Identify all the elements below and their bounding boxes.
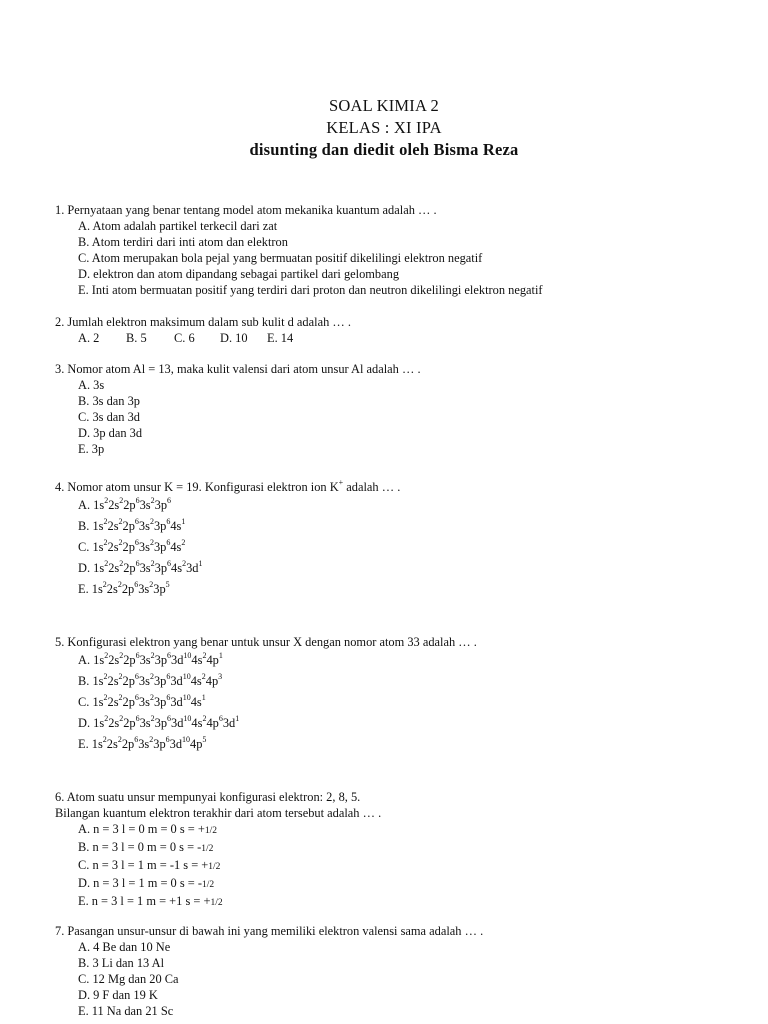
electron-count: 2 bbox=[149, 517, 154, 526]
option-text: D. n = 3 l = 1 m = 0 s = - bbox=[78, 876, 202, 890]
orbital: 2s bbox=[107, 519, 119, 533]
option-text: B. n = 3 l = 0 m = 0 s = - bbox=[78, 840, 202, 854]
option-text: E. n = 3 l = 1 m = +1 s = + bbox=[78, 894, 211, 908]
electron-count: 2 bbox=[103, 538, 108, 547]
option-e: E. Inti atom bermuatan positif yang terdiri dari proton dan neutron dikelilingi elektron negatif bbox=[78, 283, 543, 297]
orbital: 1s bbox=[93, 653, 105, 667]
electron-count: 6 bbox=[134, 580, 139, 589]
option-c: C. 12 Mg dan 20 Ca bbox=[78, 972, 179, 986]
config-options bbox=[55, 650, 477, 755]
spin-value: 1/2 bbox=[204, 826, 217, 836]
orbital: 1s bbox=[91, 737, 103, 751]
option-a: A. 2 bbox=[78, 331, 100, 345]
electron-count: 6 bbox=[166, 672, 171, 681]
option-b bbox=[55, 671, 477, 692]
option-text: C. n = 3 l = 1 m = -1 s = + bbox=[78, 858, 209, 872]
question-1 bbox=[55, 202, 543, 298]
electron-count: 6 bbox=[135, 651, 140, 660]
orbital: 1s bbox=[92, 540, 104, 554]
electron-count: 6 bbox=[167, 559, 172, 568]
electron-count: 2 bbox=[118, 517, 123, 526]
option-e: E. 14 bbox=[267, 331, 294, 345]
electron-count: 2 bbox=[119, 714, 124, 723]
option-letter: B. bbox=[78, 519, 93, 533]
orbital: 1s bbox=[93, 716, 105, 730]
orbital: 2s bbox=[107, 695, 119, 709]
electron-count: 6 bbox=[135, 496, 140, 505]
electron-count: 5 bbox=[202, 735, 207, 744]
orbital: 2p bbox=[123, 561, 136, 575]
electron-count: 1 bbox=[198, 559, 203, 568]
electron-count: 2 bbox=[102, 580, 107, 589]
electron-count: 2 bbox=[103, 517, 108, 526]
electron-count: 2 bbox=[149, 693, 154, 702]
orbital: 3s bbox=[139, 716, 151, 730]
orbital: 3d bbox=[171, 653, 184, 667]
orbital: 4p bbox=[206, 716, 219, 730]
orbital: 3s bbox=[138, 695, 150, 709]
orbital: 2p bbox=[121, 582, 135, 596]
question-2 bbox=[55, 314, 351, 346]
electron-count: 2 bbox=[103, 693, 108, 702]
orbital: 3s bbox=[138, 540, 150, 554]
electron-count: 6 bbox=[166, 517, 171, 526]
orbital: 1s bbox=[92, 674, 104, 688]
orbital: 2s bbox=[108, 561, 120, 575]
option-e bbox=[55, 893, 381, 911]
spin-value: 1/2 bbox=[201, 844, 214, 854]
option-c bbox=[55, 692, 477, 713]
electron-count: 6 bbox=[218, 714, 223, 723]
electron-count: 2 bbox=[119, 496, 124, 505]
option-d: D. elektron dan atom dipandang sebagai partikel dari gelombang bbox=[78, 267, 400, 281]
orbital: 3s bbox=[139, 498, 151, 512]
orbital: 4s bbox=[171, 561, 183, 575]
electron-count: 10 bbox=[182, 735, 191, 744]
electron-count: 10 bbox=[183, 651, 192, 660]
orbital: 1s bbox=[93, 498, 105, 512]
electron-count: 2 bbox=[118, 693, 123, 702]
document-header bbox=[0, 95, 768, 161]
option-letter: B. bbox=[78, 674, 93, 688]
option-d bbox=[55, 875, 381, 893]
electron-count: 2 bbox=[150, 714, 155, 723]
electron-count: 2 bbox=[102, 735, 107, 744]
orbital: 1s bbox=[92, 519, 104, 533]
orbital: 3s bbox=[138, 582, 150, 596]
electron-count: 10 bbox=[183, 714, 192, 723]
option-d: D. 10 bbox=[220, 331, 248, 345]
orbital: 4s bbox=[190, 674, 202, 688]
electron-count: 2 bbox=[117, 580, 122, 589]
option-b: B. 3s dan 3p bbox=[78, 394, 140, 408]
orbital: 2s bbox=[107, 674, 119, 688]
orbital: 2p bbox=[122, 519, 135, 533]
electron-count: 10 bbox=[182, 672, 191, 681]
orbital: 3d bbox=[171, 716, 184, 730]
question-stem: 7. Pasangan unsur-unsur di bawah ini yang memiliki elektron valensi sama adalah … . bbox=[55, 924, 484, 938]
electron-count: 2 bbox=[150, 496, 155, 505]
option-letter: C. bbox=[78, 695, 93, 709]
orbital: 2s bbox=[108, 498, 120, 512]
electron-count: 6 bbox=[135, 559, 140, 568]
option-letter: A. bbox=[78, 498, 94, 512]
orbital: 4p bbox=[205, 674, 219, 688]
electron-count: 2 bbox=[117, 735, 122, 744]
orbital: 3p bbox=[153, 519, 167, 533]
question-stem: 6. Atom suatu unsur mempunyai konfigurasi elektron: 2, 8, 5. bbox=[55, 790, 361, 804]
orbital: 3p bbox=[153, 540, 167, 554]
spin-value: 1/2 bbox=[210, 898, 223, 908]
electron-count: 2 bbox=[149, 580, 154, 589]
option-d: D. 9 F dan 19 K bbox=[78, 988, 158, 1002]
orbital: 2p bbox=[121, 737, 135, 751]
electron-count: 6 bbox=[167, 496, 172, 505]
option-letter: D. bbox=[78, 561, 94, 575]
orbital: 3s bbox=[138, 737, 150, 751]
option-text: A. n = 3 l = 0 m = 0 s = + bbox=[78, 822, 205, 836]
question-7 bbox=[55, 923, 483, 1019]
option-a: A. Atom adalah partikel terkecil dari zat bbox=[78, 219, 278, 233]
electron-count: 2 bbox=[104, 651, 109, 660]
electron-count: 6 bbox=[166, 538, 171, 547]
electron-count: 1 bbox=[235, 714, 240, 723]
orbital: 3s bbox=[138, 674, 150, 688]
option-c bbox=[55, 857, 381, 875]
orbital: 2p bbox=[122, 540, 135, 554]
document-title: SOAL KIMIA 2 bbox=[329, 96, 439, 115]
orbital: 1s bbox=[92, 695, 104, 709]
orbital: 3s bbox=[138, 519, 150, 533]
question-4 bbox=[55, 479, 400, 600]
ion-charge: + bbox=[338, 478, 344, 487]
orbital: 3p bbox=[154, 653, 168, 667]
orbital: 4s bbox=[170, 519, 182, 533]
orbital: 2p bbox=[123, 653, 136, 667]
electron-count: 2 bbox=[182, 559, 187, 568]
spin-value: 1/2 bbox=[208, 862, 221, 872]
orbital: 4s bbox=[170, 540, 182, 554]
option-c: C. 6 bbox=[174, 331, 195, 345]
orbital: 3p bbox=[153, 695, 167, 709]
option-c: C. Atom merupakan bola pejal yang bermuatan positif dikelilingi elektron negatif bbox=[78, 251, 483, 265]
electron-count: 2 bbox=[103, 672, 108, 681]
option-letter: D. bbox=[78, 716, 94, 730]
electron-count: 2 bbox=[118, 538, 123, 547]
orbital: 3d bbox=[170, 674, 183, 688]
electron-count: 2 bbox=[181, 538, 186, 547]
option-b: B. 5 bbox=[126, 331, 147, 345]
option-d: D. 3p dan 3d bbox=[78, 426, 143, 440]
option-letter: E. bbox=[78, 737, 92, 751]
electron-count: 2 bbox=[149, 538, 154, 547]
option-b bbox=[55, 516, 400, 537]
orbital: 3p bbox=[154, 716, 168, 730]
electron-count: 3 bbox=[218, 672, 223, 681]
electron-count: 2 bbox=[119, 651, 124, 660]
electron-count: 6 bbox=[134, 672, 139, 681]
electron-count: 2 bbox=[202, 714, 207, 723]
question-stem: 1. Pernyataan yang benar tentang model atom mekanika kuantum adalah … . bbox=[55, 203, 437, 217]
option-a bbox=[55, 821, 381, 839]
options-row bbox=[55, 330, 351, 346]
option-e bbox=[55, 734, 477, 755]
orbital: 4s bbox=[191, 716, 203, 730]
orbital: 3p bbox=[153, 582, 166, 596]
electron-count: 6 bbox=[134, 735, 139, 744]
electron-count: 6 bbox=[135, 714, 140, 723]
author-line: disunting dan diedit oleh Bisma Reza bbox=[249, 140, 519, 159]
option-e bbox=[55, 579, 400, 600]
electron-count: 2 bbox=[149, 735, 154, 744]
electron-count: 6 bbox=[134, 538, 139, 547]
orbital: 3d bbox=[186, 561, 199, 575]
orbital: 2s bbox=[106, 737, 118, 751]
orbital: 1s bbox=[91, 582, 103, 596]
orbital: 3p bbox=[153, 674, 167, 688]
question-6 bbox=[55, 789, 381, 911]
option-d bbox=[55, 558, 400, 579]
stem-text: 4. Nomor atom unsur K = 19. Konfigurasi elektron ion K bbox=[55, 480, 339, 494]
orbital: 2s bbox=[107, 540, 119, 554]
electron-count: 6 bbox=[166, 693, 171, 702]
electron-count: 6 bbox=[167, 714, 172, 723]
orbital: 2p bbox=[122, 695, 135, 709]
electron-count: 5 bbox=[165, 580, 170, 589]
question-3 bbox=[55, 361, 421, 457]
question-stem: 5. Konfigurasi elektron yang benar untuk unsur X dengan nomor atom 33 adalah … . bbox=[55, 635, 477, 649]
electron-count: 2 bbox=[104, 559, 109, 568]
option-b: B. Atom terdiri dari inti atom dan elektron bbox=[78, 235, 288, 249]
option-e: E. 3p bbox=[78, 442, 105, 456]
electron-count: 2 bbox=[202, 651, 207, 660]
class-line: KELAS : XI IPA bbox=[326, 118, 442, 137]
option-c bbox=[55, 537, 400, 558]
option-d bbox=[55, 713, 477, 734]
option-a bbox=[55, 650, 477, 671]
electron-count: 6 bbox=[167, 651, 172, 660]
orbital: 3p bbox=[154, 498, 168, 512]
spin-value: 1/2 bbox=[201, 880, 215, 890]
electron-count: 6 bbox=[134, 693, 139, 702]
option-a: A. 3s bbox=[78, 378, 105, 392]
orbital: 4s bbox=[191, 653, 203, 667]
option-e: E. 11 Na dan 21 Sc bbox=[78, 1004, 174, 1018]
electron-count: 2 bbox=[118, 672, 123, 681]
question-stem-line-2: Bilangan kuantum elektron terakhir dari atom tersebut adalah … . bbox=[55, 806, 382, 820]
orbital: 4s bbox=[190, 695, 202, 709]
option-c: C. 3s dan 3d bbox=[78, 410, 140, 424]
orbital: 4p bbox=[190, 737, 203, 751]
orbital: 2s bbox=[106, 582, 118, 596]
orbital: 2s bbox=[108, 653, 120, 667]
orbital: 3d bbox=[170, 695, 183, 709]
orbital: 3p bbox=[154, 561, 168, 575]
electron-count: 6 bbox=[134, 517, 139, 526]
orbital: 2s bbox=[108, 716, 120, 730]
electron-count: 1 bbox=[181, 517, 186, 526]
orbital: 2p bbox=[122, 674, 135, 688]
electron-count: 2 bbox=[149, 672, 154, 681]
option-letter: A. bbox=[78, 653, 94, 667]
option-b: B. 3 Li dan 13 Al bbox=[78, 956, 165, 970]
orbital: 3d bbox=[169, 737, 183, 751]
electron-count: 2 bbox=[104, 496, 109, 505]
stem-text-end: adalah … . bbox=[343, 480, 401, 494]
question-5 bbox=[55, 634, 477, 755]
orbital: 2p bbox=[123, 498, 136, 512]
option-a: A. 4 Be dan 10 Ne bbox=[78, 940, 171, 954]
option-letter: C. bbox=[78, 540, 93, 554]
electron-count: 2 bbox=[201, 672, 206, 681]
orbital: 3p bbox=[153, 737, 166, 751]
electron-count: 6 bbox=[165, 735, 170, 744]
question-stem: 3. Nomor atom Al = 13, maka kulit valensi dari atom unsur Al adalah … . bbox=[55, 362, 421, 376]
electron-count: 2 bbox=[150, 651, 155, 660]
orbital: 3d bbox=[222, 716, 236, 730]
question-stem bbox=[55, 479, 400, 495]
orbital: 3s bbox=[139, 561, 151, 575]
electron-count: 2 bbox=[119, 559, 124, 568]
electron-count: 2 bbox=[104, 714, 109, 723]
electron-count: 1 bbox=[218, 651, 223, 660]
electron-count: 1 bbox=[201, 693, 206, 702]
orbital: 2p bbox=[123, 716, 136, 730]
orbital: 4p bbox=[206, 653, 219, 667]
orbital: 1s bbox=[93, 561, 105, 575]
orbital: 3s bbox=[139, 653, 151, 667]
question-stem: 2. Jumlah elektron maksimum dalam sub kulit d adalah … . bbox=[55, 315, 351, 329]
option-b bbox=[55, 839, 381, 857]
option-a bbox=[55, 495, 400, 516]
electron-count: 10 bbox=[182, 693, 191, 702]
config-options bbox=[55, 495, 400, 600]
electron-count: 2 bbox=[150, 559, 155, 568]
option-letter: E. bbox=[78, 582, 92, 596]
